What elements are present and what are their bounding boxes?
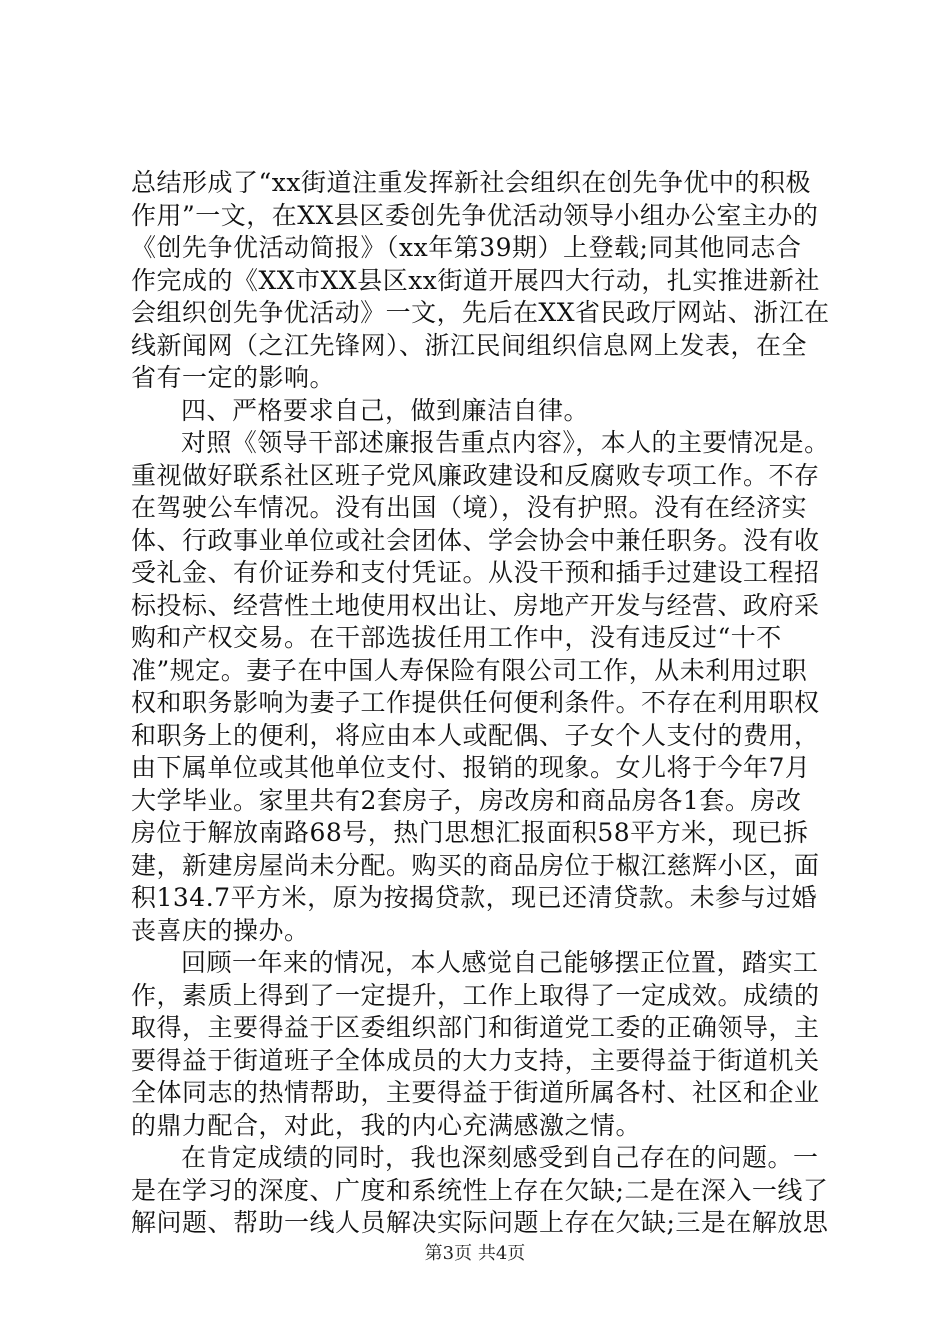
text-line: 全体同志的热情帮助，主要得益于街道所属各村、社区和企业 [131, 1078, 820, 1107]
text-line: 大学毕业。家里共有2套房子，房改房和商品房各1套。房改 [131, 785, 802, 815]
text-line: 和职务上的便利，将应由本人或配偶、子女个人支付的费用， [131, 720, 820, 750]
text-line: 标投标、经营性土地使用权出让、房地产开发与经营、政府采 [131, 590, 820, 620]
text-line: 会组织创先争优活动》一文，先后在XX省民政厅网站、浙江在 [131, 298, 830, 327]
text-line: 是在学习的深度、广度和系统性上存在欠缺;二是在深入一线了 [131, 1175, 829, 1205]
text-line: 作完成的《XX市XX县区xx街道开展四大行动，扎实推进新社 [131, 265, 820, 295]
text-line: 取得，主要得益于区委组织部门和街道党工委的正确领导，主 [131, 1013, 820, 1042]
text-line: 房位于解放南路68号，热门思想汇报面积58平方米，现已拆 [131, 818, 809, 847]
text-line: 对照《领导干部述廉报告重点内容》，本人的主要情况是。 [181, 428, 830, 457]
text-line: 积134.7平方米，原为按揭贷款，现已还清贷款。未参与过婚 [131, 883, 818, 912]
text-line: 受礼金、有价证券和支付凭证。从没干预和插手过建设工程招 [131, 558, 820, 587]
text-line: 购和产权交易。在干部选拔任用工作中，没有违反过“十不 [131, 623, 782, 652]
text-line: 总结形成了“xx街道注重发挥新社会组织在创先争优中的积极 [131, 168, 811, 197]
text-line: 的鼎力配合，对此，我的内心充满感激之情。 [131, 1110, 642, 1140]
text-line: 四、严格要求自己，做到廉洁自律。 [181, 395, 590, 425]
text-line: 准”规定。妻子在中国人寿保险有限公司工作，从未利用过职 [131, 655, 808, 685]
text-line: 作用”一文，在XX县区委创先争优活动领导小组办公室主办的 [131, 200, 819, 230]
text-line: 体、行政事业单位或社会团体、学会协会中兼任职务。没有收 [131, 525, 820, 555]
text-line: 重视做好联系社区班子党风廉政建设和反腐败专项工作。不存 [131, 460, 820, 490]
text-line: 回顾一年来的情况，本人感觉自己能够摆正位置，踏实工 [181, 948, 819, 977]
text-line: 《创先争优活动简报》（xx年第39期）上登载;同其他同志合 [131, 233, 802, 262]
text-line: 要得益于街道班子全体成员的大力支持，主要得益于街道机关 [131, 1045, 820, 1075]
text-line: 作，素质上得到了一定提升，工作上取得了一定成效。成绩的 [131, 980, 820, 1010]
text-line: 在肯定成绩的同时，我也深刻感受到自己存在的问题。一 [181, 1143, 819, 1172]
text-line: 权和职务影响为妻子工作提供任何便利条件。不存在利用职权 [131, 688, 820, 717]
text-line: 解问题、帮助一线人员解决实际问题上存在欠缺;三是在解放思 [131, 1208, 829, 1237]
text-line: 由下属单位或其他单位支付、报销的现象。女儿将于今年7月 [131, 753, 811, 782]
page-footer: 第3页 共4页 [424, 1243, 526, 1264]
text-line: 线新闻网（之江先锋网）、浙江民间组织信息网上发表，在全 [131, 330, 808, 360]
text-line: 省有一定的影响。 [131, 363, 336, 392]
text-line: 建，新建房屋尚未分配。购买的商品房位于椒江慈辉小区，面 [131, 850, 820, 880]
text-line: 在驾驶公车情况。没有出国（境），没有护照。没有在经济实 [131, 493, 808, 522]
text-line: 丧喜庆的操办。 [131, 915, 310, 945]
